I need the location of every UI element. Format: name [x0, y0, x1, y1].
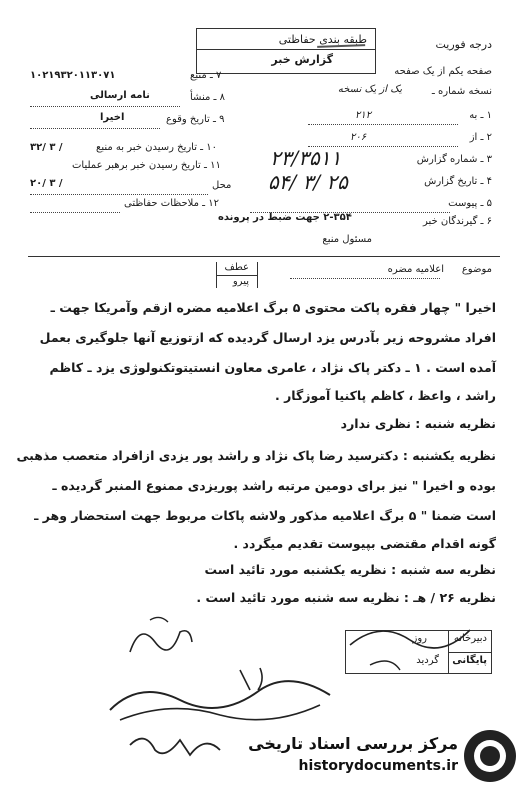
archive-watermark — [236, 728, 520, 792]
copy-number-value: یک از یک نسخه — [337, 84, 402, 95]
subject-label: موضوع — [461, 264, 492, 275]
from-value: ۲۰۶ — [350, 132, 367, 143]
reference-label: عطف — [224, 262, 249, 273]
source-received-value: ۳۲/ ۳ / — [30, 142, 63, 153]
body-line: اخیرا " چهار فقره پاکت محتوی ۵ برگ اعلامیه مضره ازقم وآمریکا جهت ـ — [50, 300, 496, 315]
watermark-title: مرکز بررسی اسناد تاریخی — [248, 734, 458, 753]
stamp-archive: پایگانی — [452, 655, 487, 666]
subject-value: اعلامیه مضره — [387, 264, 444, 275]
stamp-handwriting — [340, 615, 480, 685]
to-value: ۲۱۲ — [355, 110, 372, 121]
note-saturday: نظریه شنبه : نظری ندارد — [340, 416, 496, 431]
ops-received-label: ۱۱ ـ تاریخ رسیدن خبر برهبر عملیات — [72, 160, 221, 171]
reference-box — [216, 262, 258, 288]
note-tuesday: نظریه سه شنبه : نظریه یکشنبه مورد تائید است — [204, 562, 496, 577]
location-label: محل — [212, 180, 232, 191]
source-received-label: ۱۰ ـ تاریخ رسیدن خبر به منبع — [96, 142, 218, 153]
signature-mark-1 — [120, 612, 200, 662]
note-sunday-line: نظریه یکشنبه : دکترسید رضا پاک نژاد و راشد پور یزدی ازافراد متعصب مذهبی — [16, 448, 496, 463]
ops-received-value: ۲۰/ ۳ / — [30, 178, 63, 189]
note-sunday-line: بوده و اخیرا " نیز برای دومین مرتبه راشد پوریزدی ممنوع المنبر گردیده ـ — [52, 478, 496, 493]
follow-label: پیرو — [232, 276, 249, 287]
urgency-label: درجه فوریت — [435, 38, 492, 51]
origin-value: نامه ارسالی — [90, 90, 150, 101]
classification-stamp-mark — [317, 34, 365, 48]
body-line: راشد ، واعظ ، کاظم پاکنیا آموزگار . — [275, 388, 496, 403]
report-date-label: ۴ ـ تاریخ گزارش — [424, 176, 492, 187]
attachment-label: ۵ ـ پیوست — [448, 198, 492, 209]
note-sunday-line: گونه اقدام مقتضی بپیوست تقدیم میگردد . — [233, 536, 496, 551]
watermark-url: historydocuments.ir — [298, 758, 458, 774]
stamp-secretariat: دبیرخانه — [453, 633, 487, 644]
note-26: نظریه ۲۶ / هـ : نظریه سه شنبه مورد تائید است . — [196, 590, 496, 605]
separator-line — [28, 256, 500, 257]
classification-label: طبقه بندی حفاظتی — [278, 33, 367, 46]
form-title: گزارش خبر — [271, 53, 333, 66]
signature-mark-2 — [100, 660, 350, 730]
source-officer-label: مسئول منبع — [322, 234, 372, 245]
from-label: ۲ ـ از — [469, 132, 492, 143]
note-sunday-line: است ضمنا " ۵ برگ اعلامیه مذکور ولاشه پاکات مربوط جهت استحضار وهر ـ — [34, 508, 496, 523]
body-line: افراد مشروحه زیر بآدرس یزد ارسال گردیده که ازتوزیع آنها جلوگیری بعمل — [39, 330, 496, 345]
page-count-field: صفحه یکم از یک صفحه — [394, 66, 492, 77]
report-number-label: ۳ ـ شماره گزارش — [416, 154, 492, 165]
occurrence-date-value: اخیرا — [100, 112, 125, 123]
origin-label: ۸ ـ منشأ — [190, 92, 226, 103]
recipients-label: ۶ ـ گیرندگان خبر — [422, 216, 492, 227]
signature-mark-3 — [120, 725, 240, 765]
occurrence-date-label: ۹ ـ تاریخ وقوع — [166, 114, 225, 125]
stamp-day: روز — [412, 633, 427, 644]
recipients-value: ۲-۳۵۴ جهت ضبط در پرونده — [218, 212, 352, 223]
copy-number-label: نسخه شماره ـ — [431, 86, 492, 97]
classification-box — [196, 28, 376, 74]
report-number-value: ۲۳/۳۵۱۱ — [270, 146, 342, 170]
archive-logo-icon — [464, 730, 516, 782]
to-label: ۱ ـ به — [469, 110, 492, 121]
body-line: آمده است . ۱ ـ دکتر پاک نژاد ، عامری معاون انستیتوتکنولوژی یزد ـ کاظم — [49, 360, 496, 375]
source-label: ۷ ـ منبع — [190, 70, 222, 81]
security-notes-label: ۱۲ ـ ملاحظات حفاظتی — [124, 198, 219, 209]
stamp-done: گردید — [416, 655, 439, 666]
source-value: ۱۰۲۱۹۳۲۰۱۱۳۰۷۱ — [30, 70, 116, 81]
report-date-value: ۵۴/ ۳/ ۲۵ — [268, 170, 348, 194]
